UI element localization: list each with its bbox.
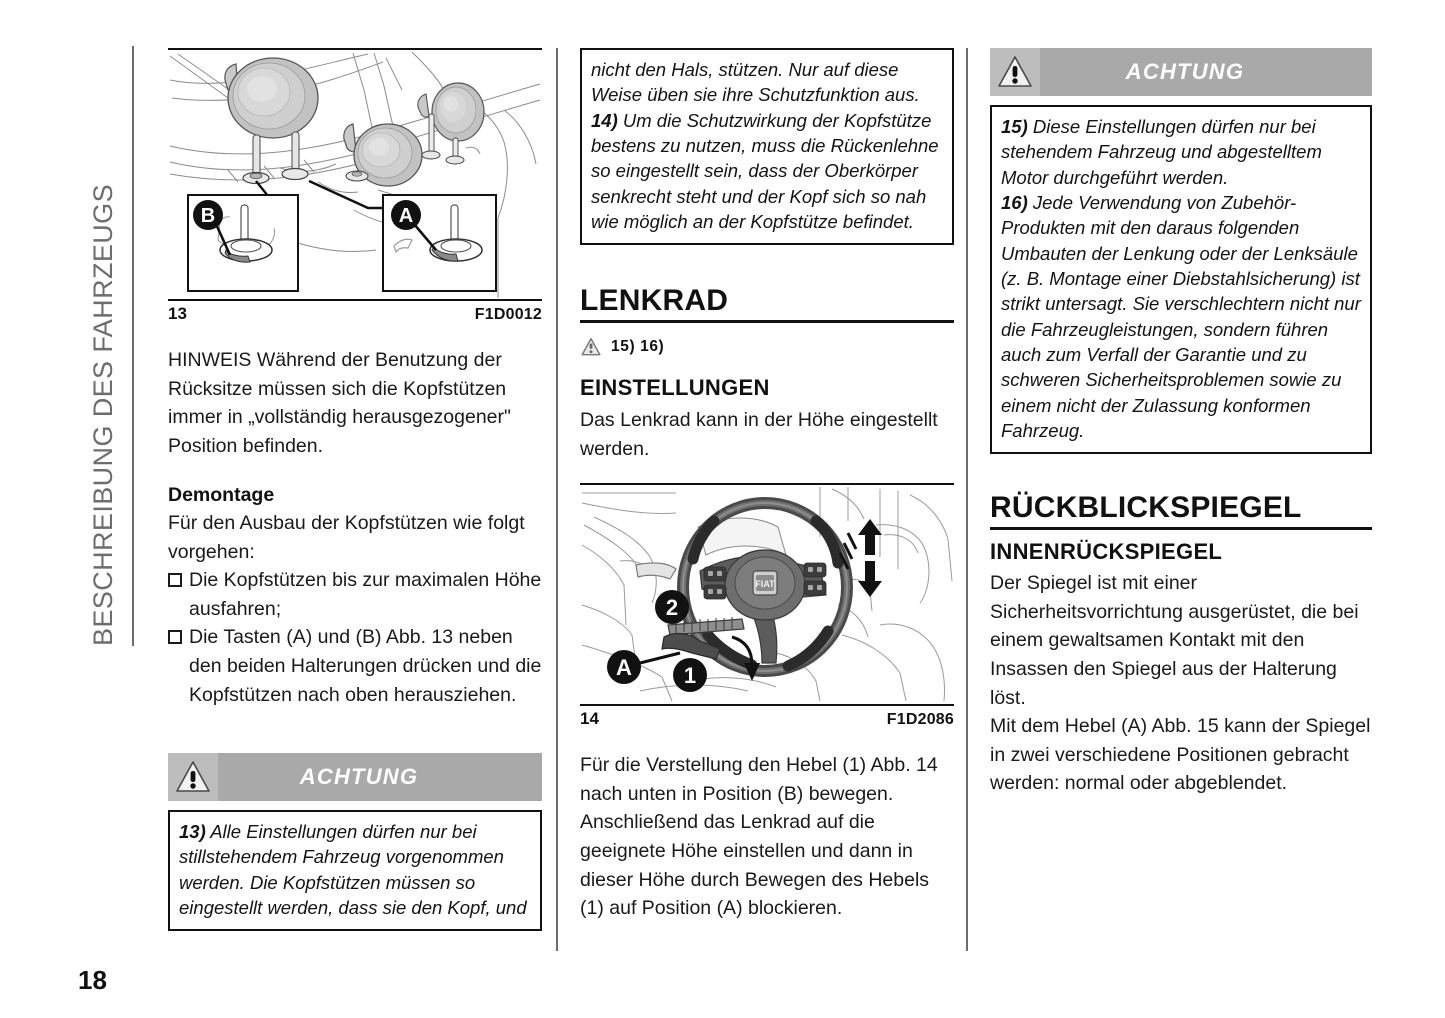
warning-13-paragraph: [179, 819, 531, 920]
warning-15-text: Diese Einstellungen dürfen nur bei stehendem Fahrzeug und abgestelltem Motor durchgeführt werden.: [1001, 116, 1322, 188]
column-divider-right: [966, 48, 968, 951]
warning-callout-15-16: [990, 48, 1372, 454]
column-divider-left: [556, 48, 558, 951]
einstellungen-paragraph: Das Lenkrad kann in der Höhe eingestellt werden.: [580, 409, 938, 460]
svg-text:1: 1: [683, 663, 697, 689]
svg-text:A: A: [398, 205, 414, 227]
figure-14-image: [580, 483, 954, 703]
column-two: [580, 48, 954, 923]
warning-body-box: [168, 810, 542, 931]
demontage-intro: Für den Ausbau der Kopfstützen wie folgt vorgehen:: [168, 512, 525, 563]
demontage-bullet-1: [168, 566, 542, 623]
lenkrad-note-numbers: 15) 16): [611, 337, 665, 355]
warning-15-number: 15): [1001, 116, 1028, 137]
lenkrad-body-paragraph: Für die Verstellung den Hebel (1) Abb. 14 nach unten in Position (B) bewegen. Anschließend das Lenkrad auf die geeignete Höhe einstellen und dann in dieser Höhe durch Bewegen des Hebels (1) auf Position (A) blockieren.: [580, 754, 938, 920]
figure-14: [580, 483, 954, 729]
figure-13: [168, 48, 542, 324]
warning-16-paragraph: [1001, 190, 1361, 443]
warning-title: ACHTUNG: [1125, 59, 1245, 84]
warning-triangle-icon: [990, 48, 1040, 96]
svg-text:2: 2: [665, 595, 679, 621]
lenkrad-heading: LENKRAD: [580, 285, 954, 322]
warning-header-bar: [168, 753, 542, 801]
innenrueckspiegel-paragraph-2: Mit dem Hebel (A) Abb. 15 kann der Spiegel in zwei verschiedene Positionen gebracht werden: normal oder abgeblendet.: [990, 715, 1371, 795]
innenrueckspiegel-subheading: INNENRÜCKSPIEGEL: [990, 538, 1223, 564]
lenkrad-note-refs: [580, 337, 954, 357]
square-bullet-icon: [168, 630, 182, 644]
column-three: [990, 48, 1372, 798]
svg-text:A: A: [616, 655, 632, 681]
demontage-subheading: Demontage: [168, 484, 275, 507]
demontage-bullet-2-text: Die Tasten (A) und (B) Abb. 13 neben den beiden Halterungen drücken und die Kopfstützen nach oben herausziehen.: [189, 626, 542, 706]
warning-header-bar: [990, 48, 1372, 96]
warning-triangle-icon: [168, 753, 218, 801]
warning-callout-13: [168, 753, 542, 931]
figure-14-number: 14: [580, 709, 599, 729]
chapter-tab-label: BESCHREIBUNG DES FAHRZEUGS: [87, 184, 118, 646]
warning-13-text: Alle Einstellungen dürfen nur bei stillstehendem Fahrzeug vorgenommen werden. Die Kopfstützen müssen so eingestellt werden, dass sie den Kopf, und: [179, 821, 527, 919]
demontage-bullet-1-text: Die Kopfstützen bis zur maximalen Höhe ausfahren;: [189, 569, 542, 620]
rueckblickspiegel-heading: RÜCKBLICKSPIEGEL: [990, 492, 1372, 529]
warning-14-paragraph: [591, 108, 943, 235]
svg-text:B: B: [200, 205, 216, 227]
figure-14-code: F1D2086: [886, 711, 954, 729]
warning-triangle-small-icon: [580, 337, 602, 357]
einstellungen-subheading: EINSTELLUNGEN: [580, 374, 770, 400]
warning-14-lead: nicht den Hals, stützen. Nur auf diese Weise üben sie ihre Schutzfunktion aus.: [591, 59, 920, 106]
warning-title: ACHTUNG: [299, 764, 419, 790]
headrest-note-paragraph: HINWEIS Während der Benutzung der Rücksitze müssen sich die Kopfstützen immer in „vollständig herausgezogener" Position befinden.: [168, 349, 511, 457]
figure-13-number: 13: [168, 304, 187, 323]
figure-13-image: [168, 48, 542, 298]
figure-14-rule: [580, 704, 954, 706]
figure-13-rule: [168, 299, 542, 301]
warning-14-number: 14): [591, 109, 618, 131]
svg-text:FIAT: FIAT: [755, 579, 775, 590]
warning-14-text: Um die Schutzwirkung der Kopfstütze bestens zu nutzen, muss die Rückenlehne so eingestellt sein, dass der Oberkörper senkrecht steht und der Kopf sich so nah wie möglich an der Kopfstütze befindet.: [591, 109, 939, 233]
warning-13-number: 13): [179, 821, 206, 843]
figure-14-caption: [580, 709, 954, 729]
page-number: 18: [78, 965, 107, 995]
demontage-bullet-2: [168, 623, 542, 709]
warning-body-box: [990, 105, 1372, 454]
innenrueckspiegel-paragraph-1: Der Spiegel ist mit einer Sicherheitsvorrichtung ausgerüstet, die bei einem gewaltsamen Kontakt mit den Insassen den Spiegel aus der Halterung löst.: [990, 572, 1359, 709]
warning-15-paragraph: [1001, 114, 1361, 190]
warning-16-number: 16): [1001, 192, 1028, 214]
warning-16-text: Jede Verwendung von Zubehör-Produkten mit den daraus folgenden Umbauten der Lenkung oder der Lenksäule (z. B. Montage einer Diebstahlsicherung) ist strikt untersagt. Sie verschlechtern nicht nur die Fahrzeugleistungen, sondern führen auch zum Verfall der Garantie und zu schweren Sicherheitsproblemen sowie zu einem nicht der Zulassung konformen Fahrzeug.: [1001, 192, 1361, 442]
figure-13-caption: [168, 304, 542, 324]
column-one: [168, 48, 542, 931]
chapter-tab: [72, 46, 134, 646]
square-bullet-icon: [168, 573, 182, 587]
warning-callout-14: [580, 48, 954, 245]
figure-13-code: F1D0012: [474, 306, 542, 323]
